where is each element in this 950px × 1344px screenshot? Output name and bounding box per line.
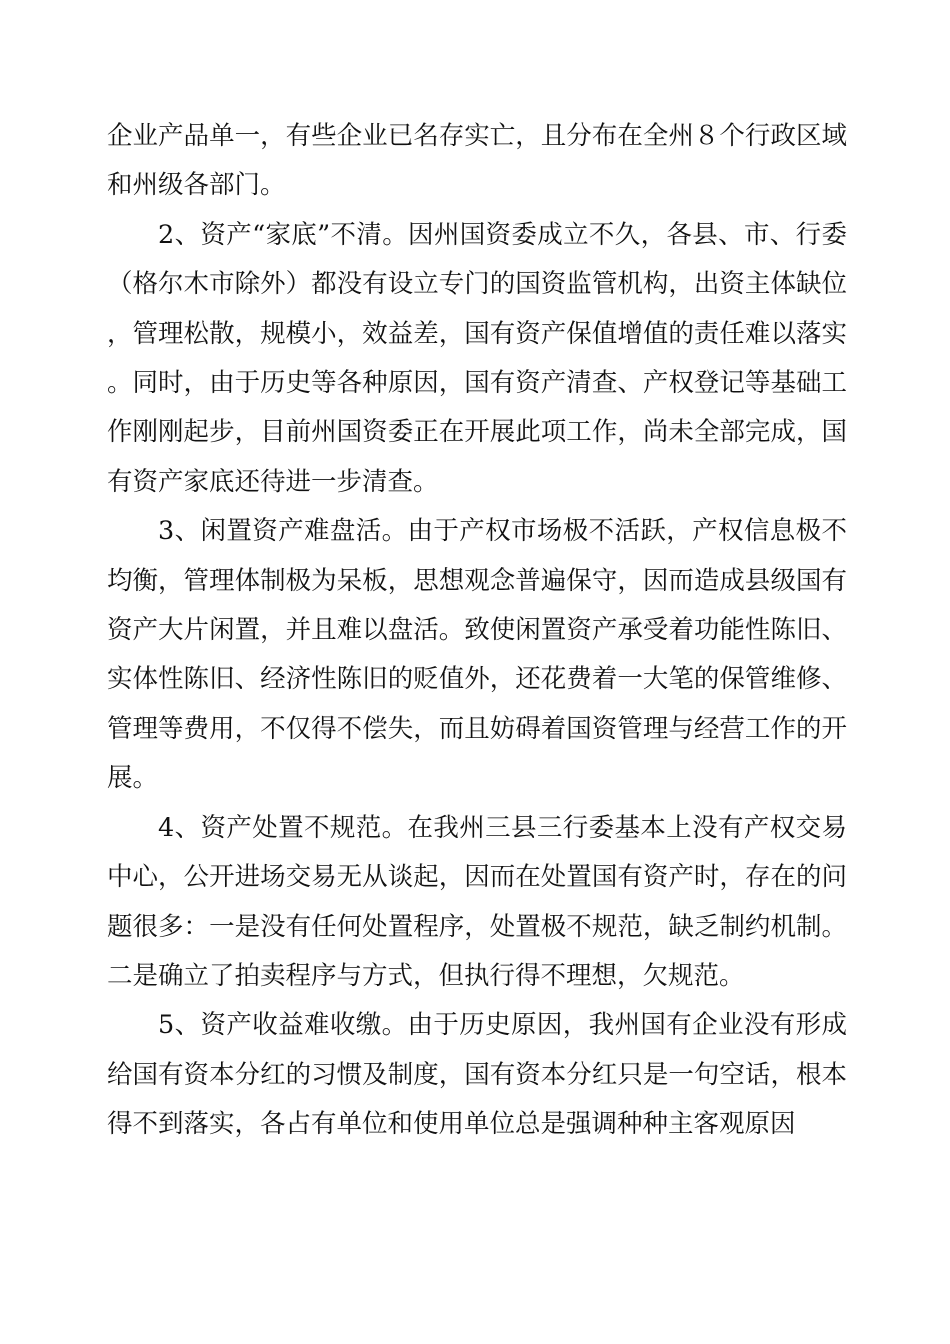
paragraph-1: 企业产品单一，有些企业已名存实亡，且分布在全州８个行政区域和州级各部门。 (107, 121, 847, 201)
document-body (107, 112, 847, 1150)
paragraph-3: 3、闲置资产难盘活。由于产权市场极不活跃，产权信息极不均衡，管理体制极为呆板，思想观念普遍保守，因而造成县级国有资产大片闲置，并且难以盘活。致使闲置资产承受着功能性陈旧、实体性陈旧、经济性陈旧的贬值外，还花费着一大笔的保管维修、管理等费用，不仅得不偿失，而且妨碍着国资管理与经营工作的开展。 (107, 516, 847, 794)
paragraph-5: 5、资产收益难收缴。由于历史原因，我州国有企业没有形成给国有资本分红的习惯及制度，国有资本分红只是一句空话，根本得不到落实，各占有单位和使用单位总是强调种种主客观原因 (107, 1010, 847, 1140)
paragraph-4: 4、资产处置不规范。在我州三县三行委基本上没有产权交易中心，公开进场交易无从谈起，因而在处置国有资产时，存在的问题很多：一是没有任何处置程序，处置极不规范，缺乏制约机制。二是确立了拍卖程序与方式，但执行得不理想，欠规范。 (107, 812, 847, 991)
paragraph-2: 2、资产“家底”不清。因州国资委成立不久，各县、市、行委（格尔木市除外）都没有设立专门的国资监管机构，出资主体缺位，管理松散，规模小，效益差，国有资产保值增值的责任难以落实。同时，由于历史等各种原因，国有资产清查、产权登记等基础工作刚刚起步，目前州国资委正在开展此项工作，尚未全部完成，国有资产家底还待进一步清查。 (107, 219, 847, 497)
